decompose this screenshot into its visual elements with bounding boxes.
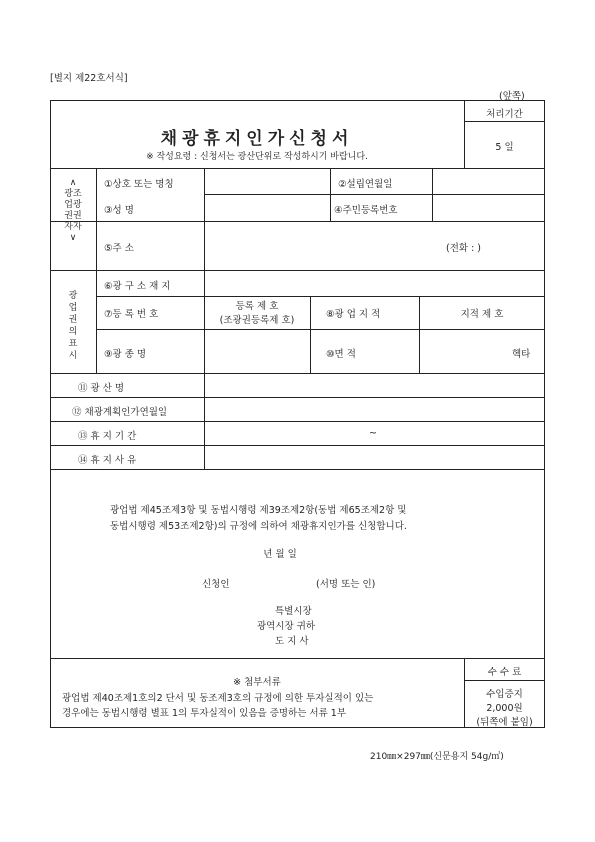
statement-date: 년 월 일	[263, 549, 297, 560]
map-value: 지적 제 호	[460, 309, 504, 320]
form-title: 채광휴지인가신청서	[160, 129, 354, 149]
recipient-2: 광역시장 귀하	[257, 621, 316, 632]
applicant-label: 신청인	[202, 579, 230, 590]
applicant-section-label: ∧ 광조 업광 권권 자자 ∨	[64, 178, 82, 243]
mining-rights-section-label: 광 업 권 의 표 시	[68, 291, 78, 361]
mineral-type-label: ⑨광 종 명	[104, 349, 147, 360]
fee-line-1: 수입증지	[486, 689, 523, 700]
signature-label: (서명 또는 인)	[316, 579, 376, 590]
statement-line-1: 광업법 제45조제3항 및 동법시행령 제39조제2항(동법 제65조제2항 및	[110, 505, 407, 516]
fee-label: 수 수 료	[487, 667, 522, 678]
address-label: ⑤주 소	[104, 243, 134, 254]
line-r7	[50, 397, 545, 398]
attachments-line-1: 광업법 제40조제1호의2 단서 및 동조제3호의 규정에 의한 투자실적이 있는	[62, 693, 374, 704]
vline-mid-b	[432, 168, 433, 221]
company-name-label: ①상호 또는 명칭	[104, 179, 174, 190]
phone-label: (전화 : )	[446, 243, 482, 254]
line-r9	[50, 445, 545, 446]
location-label: ⑥광 구 소 재 지	[104, 281, 171, 292]
mine-name-label: ⑪ 광 산 명	[78, 383, 125, 394]
processing-value: 5 일	[495, 142, 514, 153]
attachments-line-2: 경우에는 동법시행령 별표 1의 투자실적이 있음을 증명하는 서류 1부	[62, 708, 347, 719]
line-r1	[204, 194, 545, 195]
paper-spec: 210㎜×297㎜(신문용지 54g/㎡)	[370, 752, 504, 762]
title-note: ※ 작성요령 : 신청서는 광산단위로 작성하시기 바랍니다.	[146, 152, 368, 162]
suspension-period-label: ⑬ 휴 지 기 간	[78, 431, 137, 442]
area-label: ⑩면 적	[326, 349, 356, 360]
line-r10	[50, 469, 545, 470]
resident-number-label: ④주민등록번호	[334, 205, 398, 216]
page-side-label: (앞쪽)	[499, 91, 525, 102]
suspension-period-value: ~	[369, 428, 377, 439]
mining-area-map-label: ⑧광 업 지 적	[326, 309, 381, 320]
processing-label: 처리기간	[486, 109, 523, 120]
line-r2	[50, 221, 545, 222]
line-r4	[96, 296, 545, 297]
form-number: [별지 제22호서식]	[50, 73, 128, 84]
line-fee	[464, 680, 545, 681]
statement-line-2: 동법시행령 제53조제2항)의 규정에 의하여 채광휴지인가를 신청합니다.	[110, 521, 407, 532]
suspension-reason-label: ⑭ 휴 지 사 유	[78, 455, 137, 466]
line-r3	[50, 270, 545, 271]
plan-approval-date-label: ⑫ 채광계획인가연월일	[72, 407, 168, 418]
attachments-title: ※ 첨부서류	[233, 677, 281, 688]
vline-mid-a	[330, 168, 331, 221]
recipient-3: 도 지 사	[275, 636, 309, 647]
registration-value-1: 등록 제 호	[235, 301, 279, 312]
fee-line-2: 2,000원	[486, 703, 523, 714]
line-r6	[50, 373, 545, 374]
line-r5	[96, 329, 545, 330]
fee-line-3: (뒤쪽에 붙임)	[476, 717, 533, 728]
registration-number-label: ⑦등 록 번 호	[104, 309, 159, 320]
established-date-label: ②설립연월일	[338, 179, 393, 190]
line-processing	[464, 121, 545, 122]
area-unit: 헥타	[512, 349, 531, 360]
vline-section	[96, 168, 97, 373]
line-r11	[50, 658, 545, 659]
name-label: ③성 명	[104, 205, 134, 216]
line-r8	[50, 421, 545, 422]
vline-mid-c	[310, 296, 311, 373]
line-title-bottom	[50, 168, 545, 169]
recipient-1: 특별시장	[275, 606, 312, 617]
registration-value-2: (조광권등록제 호)	[219, 315, 295, 326]
